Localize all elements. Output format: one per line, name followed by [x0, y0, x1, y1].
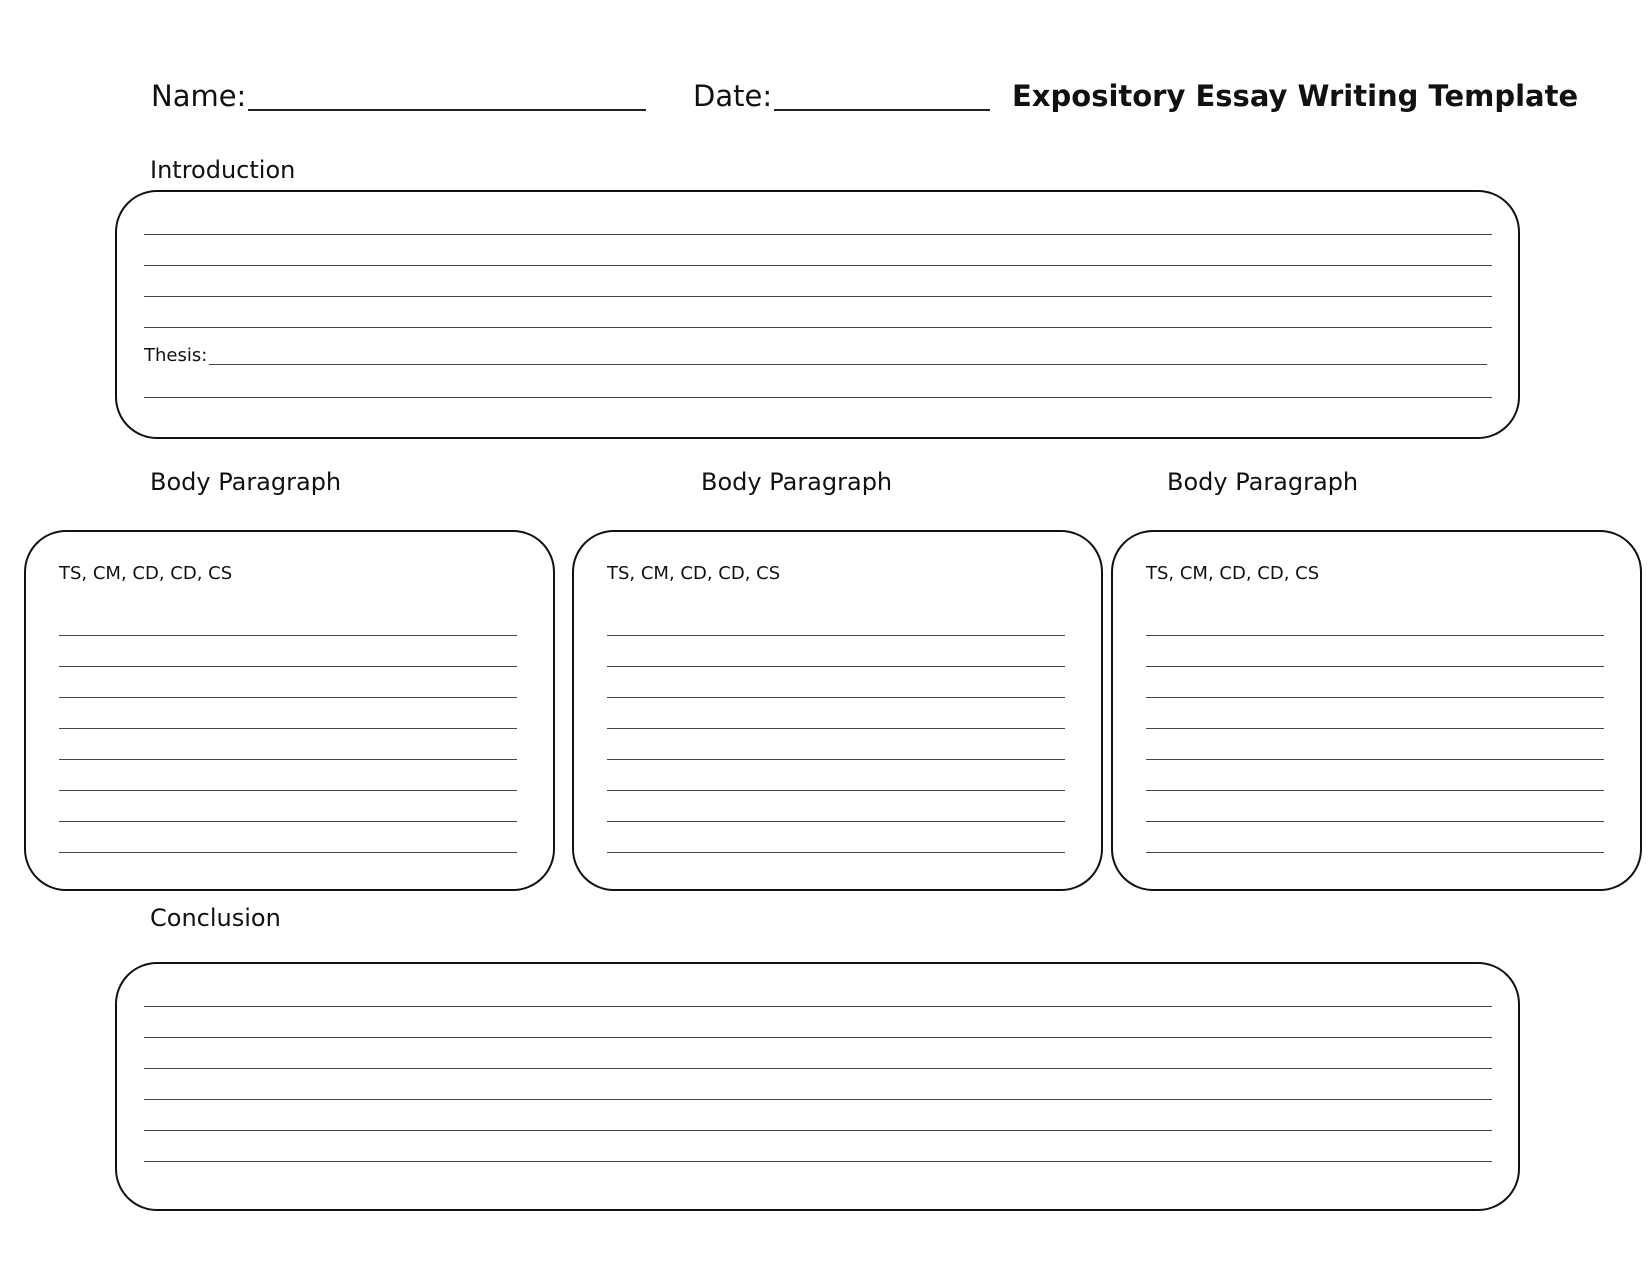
writing-line[interactable]: [59, 728, 517, 729]
writing-line[interactable]: [607, 790, 1065, 791]
writing-line[interactable]: [1146, 697, 1604, 698]
body-paragraph-2-codes: TS, CM, CD, CD, CS: [607, 563, 781, 584]
thesis-label: Thesis:: [144, 345, 208, 366]
writing-line[interactable]: [59, 821, 517, 822]
writing-line[interactable]: [1146, 852, 1604, 853]
writing-line[interactable]: [1146, 759, 1604, 760]
writing-line[interactable]: [144, 1006, 1492, 1007]
writing-line[interactable]: [144, 327, 1492, 328]
writing-line[interactable]: [144, 1068, 1492, 1069]
body-paragraph-1-codes: TS, CM, CD, CD, CS: [59, 563, 233, 584]
body-paragraph-2-box: [572, 530, 1103, 891]
writing-line[interactable]: [1146, 666, 1604, 667]
body-paragraph-1-label: Body Paragraph: [150, 468, 342, 496]
writing-line[interactable]: [59, 697, 517, 698]
writing-line[interactable]: [607, 852, 1065, 853]
name-label: Name:: [151, 79, 247, 113]
writing-line[interactable]: [607, 728, 1065, 729]
writing-line[interactable]: [59, 759, 517, 760]
date-field[interactable]: [774, 109, 990, 111]
body-paragraph-3-codes: TS, CM, CD, CD, CS: [1146, 563, 1320, 584]
writing-line[interactable]: [144, 296, 1492, 297]
writing-line[interactable]: [1146, 790, 1604, 791]
writing-line[interactable]: [1146, 635, 1604, 636]
thesis-line[interactable]: [209, 364, 1487, 365]
body-paragraph-1-box: [24, 530, 555, 891]
page-title: Expository Essay Writing Template: [1012, 79, 1579, 113]
writing-line[interactable]: [1146, 728, 1604, 729]
introduction-label: Introduction: [150, 156, 296, 184]
writing-line[interactable]: [59, 666, 517, 667]
conclusion-box: [115, 962, 1520, 1211]
writing-line[interactable]: [607, 697, 1065, 698]
writing-line[interactable]: [144, 1099, 1492, 1100]
body-paragraph-2-label: Body Paragraph: [701, 468, 893, 496]
writing-line[interactable]: [59, 790, 517, 791]
introduction-box: [115, 190, 1520, 439]
writing-line[interactable]: [144, 234, 1492, 235]
writing-line[interactable]: [607, 759, 1065, 760]
writing-line[interactable]: [59, 635, 517, 636]
writing-line[interactable]: [1146, 821, 1604, 822]
writing-line[interactable]: [144, 1130, 1492, 1131]
writing-line[interactable]: [607, 635, 1065, 636]
writing-line[interactable]: [59, 852, 517, 853]
writing-line[interactable]: [607, 666, 1065, 667]
name-field[interactable]: [248, 109, 646, 111]
conclusion-label: Conclusion: [150, 904, 281, 932]
date-label: Date:: [693, 79, 773, 113]
body-paragraph-3-label: Body Paragraph: [1167, 468, 1359, 496]
body-paragraph-3-box: [1111, 530, 1642, 891]
writing-line[interactable]: [144, 397, 1492, 398]
writing-line[interactable]: [144, 1161, 1492, 1162]
writing-line[interactable]: [144, 265, 1492, 266]
writing-line[interactable]: [144, 1037, 1492, 1038]
writing-line[interactable]: [607, 821, 1065, 822]
